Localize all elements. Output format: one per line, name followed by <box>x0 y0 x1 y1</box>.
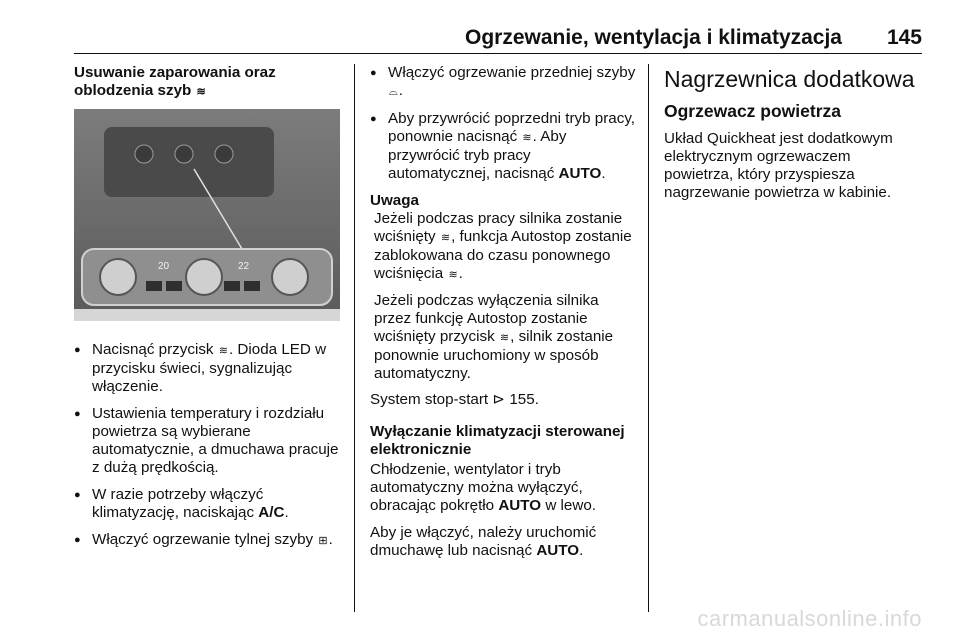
auto-key-label: AUTO <box>536 542 580 559</box>
defrost-icon: ≋ <box>522 132 532 144</box>
defrost-icon: ≋ <box>218 345 228 357</box>
panel-button <box>244 281 260 291</box>
column-2 <box>370 64 636 569</box>
bullet-list <box>74 341 342 550</box>
defrost-icon: ≋ <box>440 232 451 244</box>
list-item <box>74 405 342 477</box>
paragraph: Układ Quickheat jest dodatkowym elektrycznym ogrzewaczem powietrza, który przyspiesza nagrzewanie powietrza w kabinie. <box>664 130 893 201</box>
item-text: . <box>328 531 333 548</box>
upper-knob <box>215 145 233 163</box>
section-heading: Nagrzewnica dodatkowa <box>664 66 915 92</box>
fan-knob <box>186 259 222 295</box>
note-text: Jeżeli podczas wyłączenia silnika przez funkcję Autostop zostanie wciśnięty przycisk <box>374 292 599 345</box>
panel-button <box>224 281 240 291</box>
left-temp-display: 20 <box>158 261 170 272</box>
defrost-icon: ≋ <box>448 269 458 281</box>
section-title <box>74 64 342 101</box>
list-item <box>74 531 342 550</box>
paragraph <box>370 461 636 515</box>
paragraph <box>370 524 636 560</box>
section-title-line: Usuwanie zaparowania oraz <box>74 64 276 81</box>
column-3 <box>664 64 922 211</box>
auto-key-label: AUTO <box>498 497 542 514</box>
section-title-line: oblodzenia szyb <box>74 82 192 99</box>
item-text: . <box>601 165 606 182</box>
note-title: Uwaga <box>370 192 419 209</box>
subsection-heading: Ogrzewacz powietrza <box>664 101 841 121</box>
column-1 <box>74 64 342 559</box>
cross-reference <box>370 391 636 409</box>
para-text: . <box>579 542 584 559</box>
ac-key-label: A/C <box>258 504 285 521</box>
lower-vent <box>74 309 340 321</box>
item-text: Ustawienia temperatury i rozdziału powietrza są wybierane automatycznie, a dmuchawa pracuje z dużą prędkością. <box>92 405 339 476</box>
defrost-icon: ≋ <box>196 86 206 98</box>
list-item <box>74 486 342 522</box>
list-item <box>370 110 636 183</box>
item-text: . <box>284 504 289 521</box>
defrost-icon: ≋ <box>499 332 510 344</box>
para-text: w lewo. <box>545 497 596 514</box>
item-text: . Dioda LED w przycisku świeci, sygnalizując włączenie. <box>92 341 327 395</box>
reference-arrow-icon: ⊳ <box>492 391 506 408</box>
climate-control-photo <box>74 109 340 321</box>
para-text: Aby je włączyć, należy uruchomić dmuchawę lub nacisnąć <box>370 524 597 559</box>
bullet-list <box>370 64 636 183</box>
note-paragraph <box>370 292 636 383</box>
item-text: Aby przywrócić poprzedni tryb pracy, ponownie nacisnąć <box>388 110 636 145</box>
rear-defrost-icon: ⊞ <box>318 535 328 547</box>
ref-text: System stop-start <box>370 391 489 408</box>
list-item <box>370 64 636 101</box>
para-text: Chłodzenie, wentylator i tryb automatyczny można wyłączyć, obracając pokrętło <box>370 461 583 514</box>
left-temp-knob <box>100 259 136 295</box>
note-text: , silnik zostanie ponownie uruchomiony w sposób automatyczny. <box>374 328 614 382</box>
item-text: Włączyć ogrzewanie tylnej szyby <box>92 531 314 548</box>
auto-key-label: AUTO <box>558 165 602 182</box>
item-text: W razie potrzeby włączyć klimatyzację, naciskając <box>92 486 264 521</box>
ref-page-link[interactable]: 155. <box>509 391 539 408</box>
right-temp-display: 22 <box>238 261 250 272</box>
front-defrost-icon: ⌓ <box>389 86 398 98</box>
page-header-title: Ogrzewanie, wentylacja i klimatyzacja <box>464 26 842 49</box>
note-text: Jeżeli podczas pracy silnika zostanie wciśnięty <box>374 210 623 245</box>
column-divider <box>354 64 355 612</box>
section-title: Wyłączanie klimatyzacji sterowanej elektronicznie <box>370 423 625 458</box>
page-number: 145 <box>886 26 922 49</box>
panel-button <box>146 281 162 291</box>
right-temp-knob <box>272 259 308 295</box>
upper-knob <box>135 145 153 163</box>
list-item <box>74 341 342 396</box>
item-text: . Aby przywrócić tryb pracy automatycznej, nacisnąć <box>388 128 567 182</box>
item-text: Nacisnąć przycisk <box>92 341 214 358</box>
note-text: , funkcja Autostop zostanie zablokowana do czasu ponownego wciśnięcia <box>374 228 632 282</box>
column-divider <box>648 64 649 612</box>
note-text: . <box>458 265 463 282</box>
upper-knob <box>175 145 193 163</box>
watermark: carmanualsonline.info <box>697 606 922 631</box>
note-paragraph <box>370 210 636 284</box>
header-rule <box>74 53 922 54</box>
item-text: Włączyć ogrzewanie przedniej szyby <box>388 64 636 81</box>
item-text: . <box>398 82 403 99</box>
panel-button <box>166 281 182 291</box>
